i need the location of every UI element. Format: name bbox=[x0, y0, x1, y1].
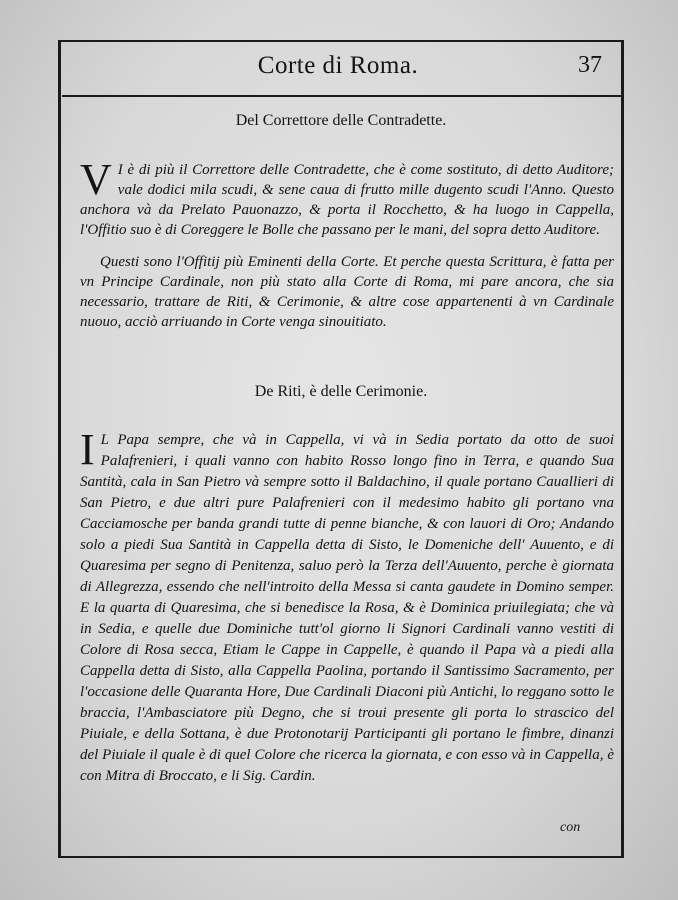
section-heading-riti: De Riti, è delle Cerimonie. bbox=[254, 383, 428, 400]
catchword: con bbox=[560, 820, 581, 835]
page-header bbox=[58, 46, 624, 94]
paragraph-offitij bbox=[80, 252, 614, 332]
header-rule bbox=[62, 95, 622, 97]
paragraph-text: L Papa sempre, che và in Cappella, vi và in Sedia portato da otto de suoi Palafrenieri, i quali vanno con habito Rosso longo fino in Terra, e quando Sua Santità, cala in San Pietro và sempre sotto il Baldachino, il quale portano Cauallieri di San Pietro, e due altri pure Palafrenieri con il medesimo habito gli portano vna Cacciamosche per banda grandi tutte di penne bianche, & con lauori di Oro; Andando solo a piedi Sua Santità in Cappella detta di Sisto, le Domeniche dell' Auuento, e di Quaresima per segno di Penitenza, saluo però la Terza dell'Auuento, perche è giornata di Allegrezza, essendo che nell'introito della Messa si canta gaudete in Domino semper. E la quarta di Quaresima, che si benedisce la Rosa, & è Dominica priuilegiata; che và in Sedia, e quelle due Dominiche tutt'ol giorno li Signori Cardinali vanno vestiti di Colore di Rosa secca, Etiam le Cappe in Cappelle, è quando il Papa và a piedi alla Cappella detta di Sisto, alla Cappella Paolina, portando il Santissimo Sacramento, per l'occasione delle Quaranta Hore, Due Cardinali Diaconi più Antichi, lo reggano sotto le braccia, l'Ambasciatore più Degno, che si troui presente gli porta lo strascico del Piuiale, e della Sottana, è due Protonotarij Participanti gli portano le fimbre, dinanzi del Piuiale il quale è di quel Colore che ricerca la giornata, e con esso và in Cappella, è con Mitra di Broccato, e li Sig. Cardin. bbox=[80, 432, 614, 784]
running-title: Corte di Roma. bbox=[257, 52, 419, 79]
paragraph-text: Questi sono l'Offitij più Eminenti della Corte. Et perche questa Scrittura, è fatta per vn Principe Cardinale, non più stato alla Corte di Roma, mi pare ancora, che sia necessario, trattare de Riti, & Cerimonie, & altre cose appartenenti à vn Cardinale nuouo, acciò arriuando in Corte venga sinouitiato. bbox=[80, 254, 614, 330]
paragraph-papa bbox=[80, 425, 614, 787]
paragraph-correttore bbox=[80, 155, 614, 240]
paragraph-text: I è di più il Correttore delle Contradette, che è come sostituto, di detto Auditore; vale dodici mila scudi, & sene caua di frutto mille dugento scudi l'Anno. Questo anchora và da Prelato Pauonazzo, & porta il Rocchetto, & ha luogo in Cappella, l'Offitio suo è di Coreggere le Bolle che passano per le mani, del sopra detto Auditore. bbox=[80, 162, 614, 238]
section-heading-correttore: Del Correttore delle Contradette. bbox=[235, 112, 447, 129]
drop-cap-i: I bbox=[80, 425, 95, 474]
drop-cap-v: V bbox=[80, 155, 112, 204]
page-number: 37 bbox=[578, 52, 602, 78]
